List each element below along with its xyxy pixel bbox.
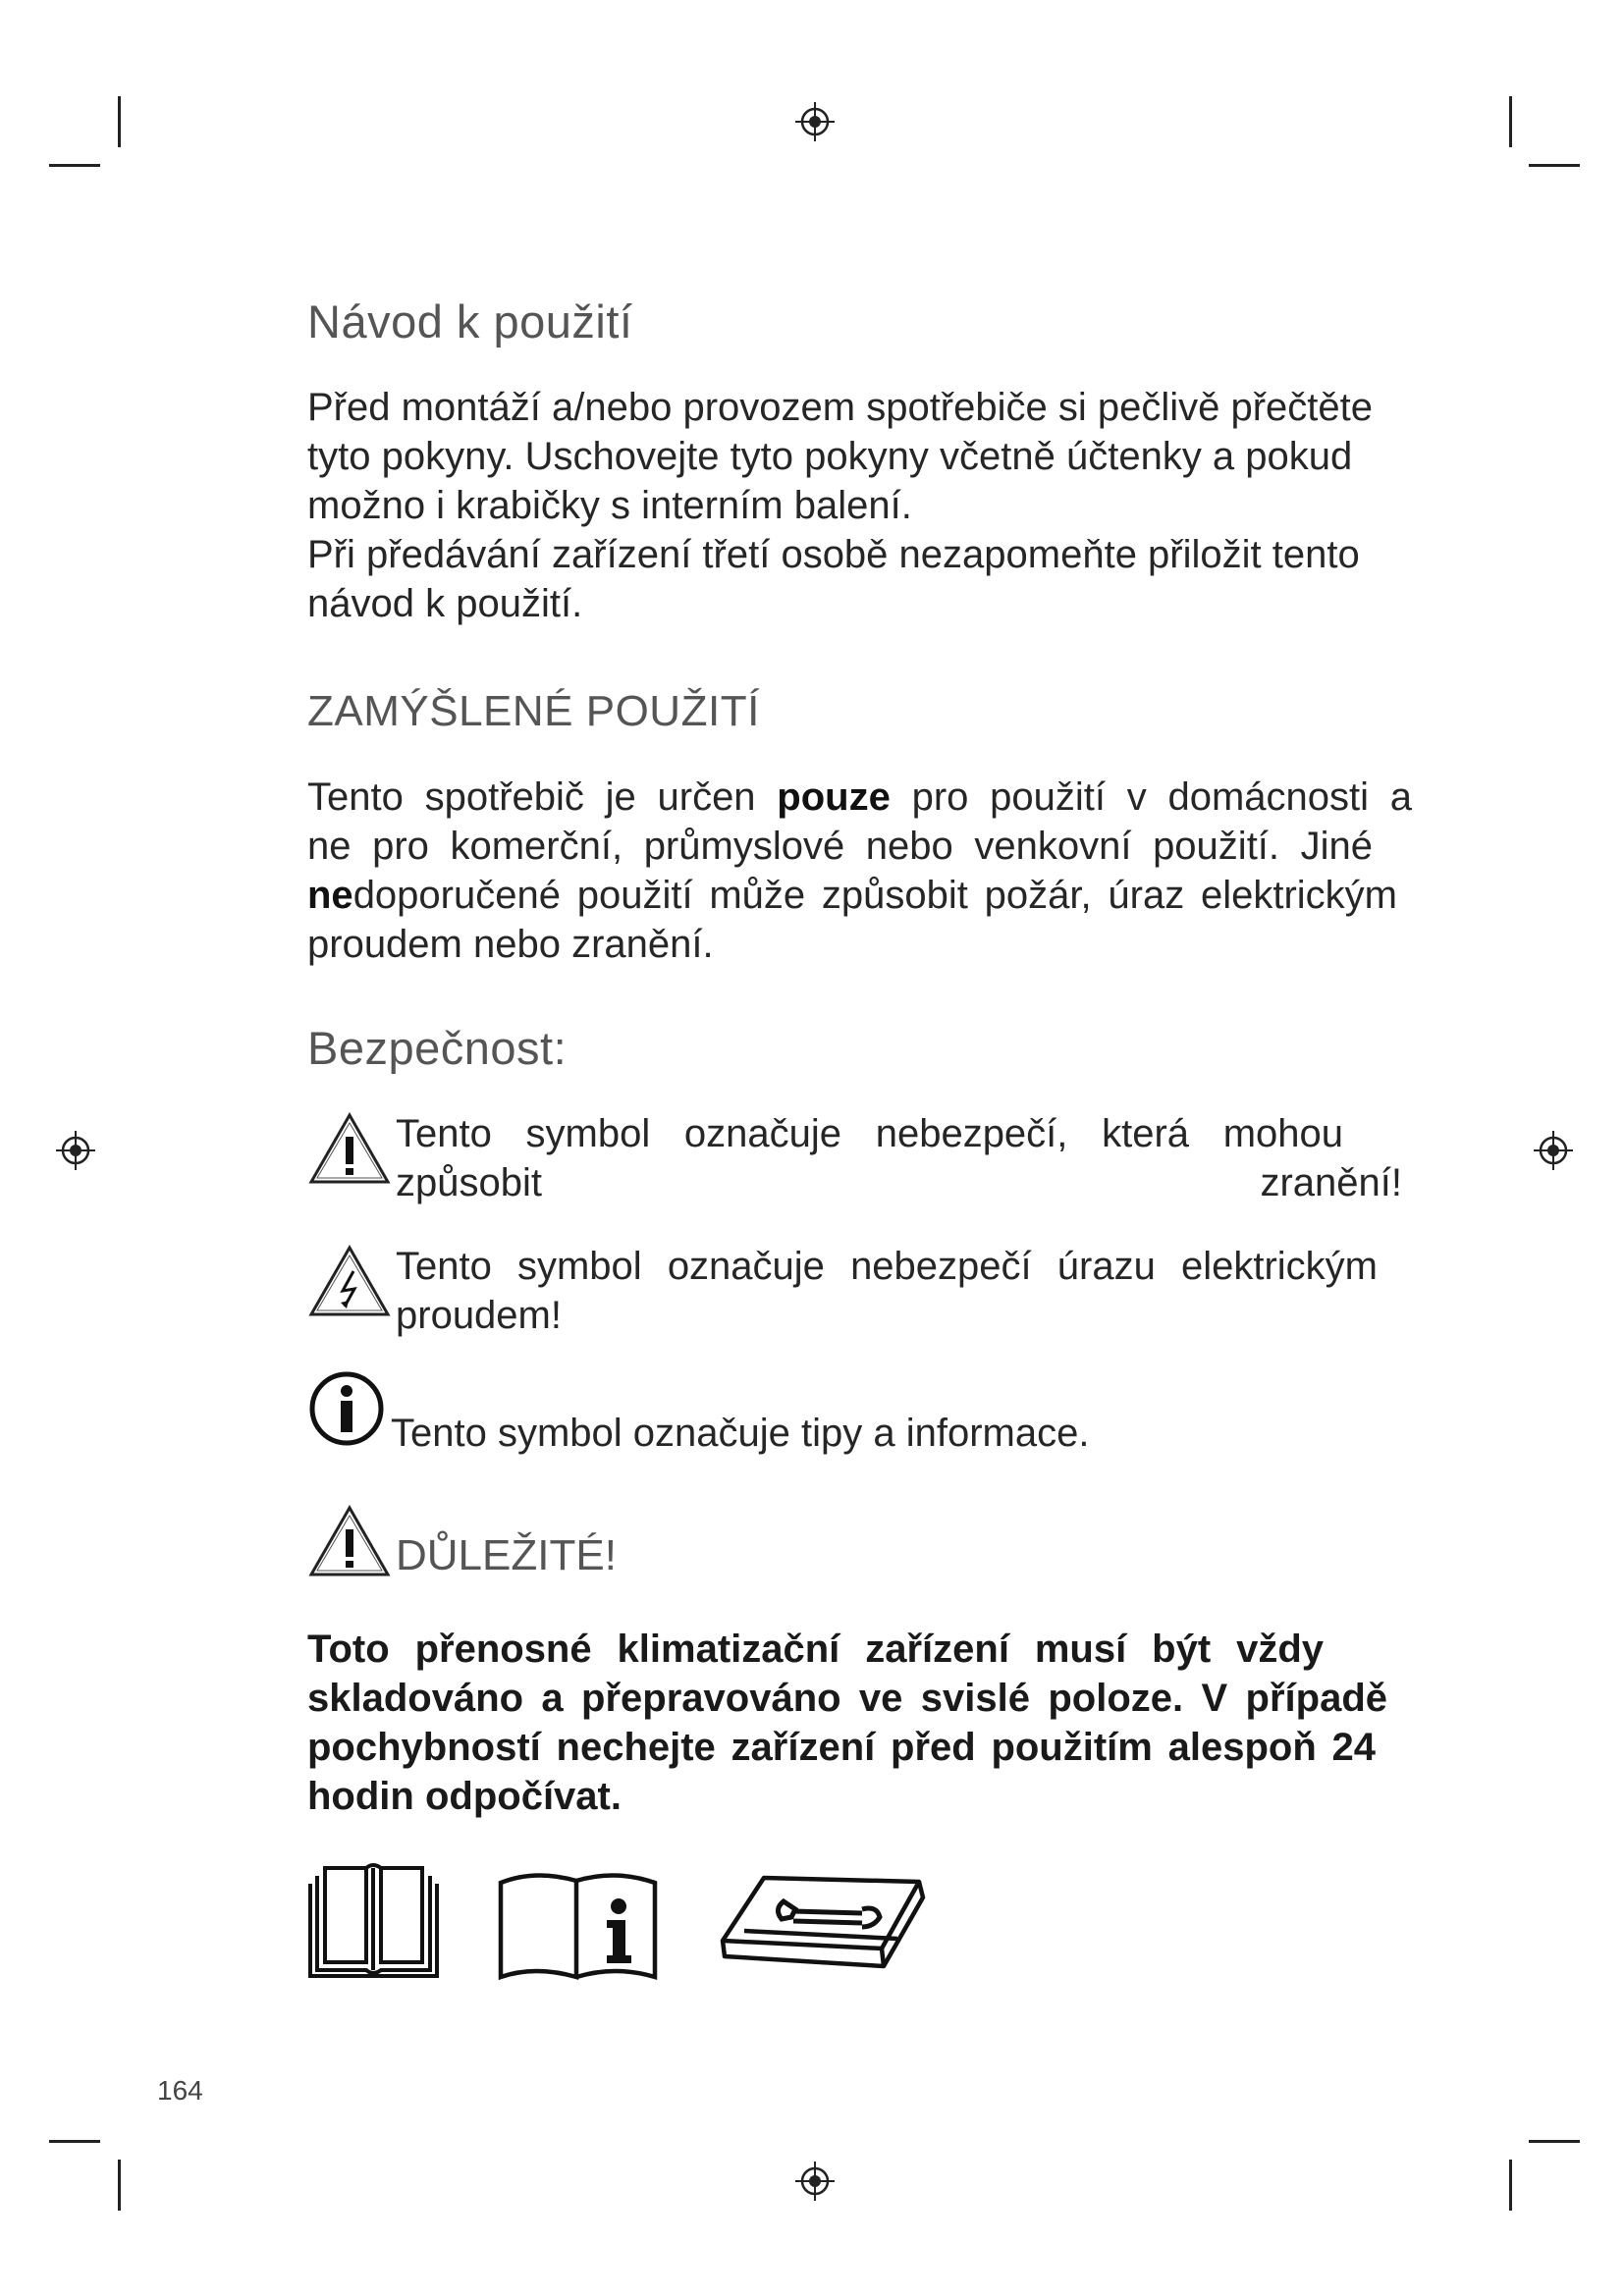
text-run: Tento spotřebič je určen — [307, 775, 778, 819]
symbol-text — [391, 1369, 1373, 1458]
emphasis-text: ne — [307, 874, 353, 917]
symbol-line: Tento symbol označuje tipy a informace. — [391, 1412, 1090, 1455]
important-paragraph — [307, 1625, 1387, 1821]
symbol-row-electric — [307, 1242, 1500, 1340]
intended-use-paragraph — [307, 773, 1412, 969]
important-row — [307, 1502, 617, 1585]
intro-paragraph — [307, 383, 1417, 628]
symbol-row-warning — [307, 1109, 1402, 1207]
crop-mark — [1509, 2160, 1512, 2211]
registration-mark-icon — [1532, 1129, 1575, 1172]
registration-mark-icon — [793, 100, 837, 143]
read-manual-icon — [307, 1860, 440, 1978]
important-line: skladováno a přepravováno ve svislé poloze. V případě — [307, 1677, 1387, 1720]
text-run: doporučené použití může způsobit požár, úraz elektrickým — [352, 874, 1397, 917]
text-run: pro použití v domácnosti a — [890, 775, 1412, 819]
intro-line: možno i krabičky s interním balení. — [307, 484, 912, 527]
warning-triangle-icon — [307, 1502, 396, 1585]
page-title: Návod k použití — [307, 295, 633, 347]
important-line: hodin odpočívat. — [307, 1775, 622, 1818]
crop-mark — [49, 164, 100, 167]
important-label: DŮLEŽITÉ! — [396, 1531, 617, 1579]
crop-mark — [1529, 164, 1580, 167]
symbol-text — [396, 1242, 1500, 1340]
intended-use-line — [307, 773, 1412, 822]
electric-hazard-icon — [307, 1242, 396, 1325]
symbol-text — [396, 1109, 1402, 1207]
intended-use-line: ne pro komerční, průmyslové nebo venkovní použití. Jiné — [307, 825, 1373, 868]
registration-mark-icon — [793, 2160, 837, 2203]
crop-mark — [118, 2160, 121, 2211]
crop-mark — [1509, 96, 1512, 147]
intro-line: Před montáží a/nebo provozem spotřebiče si pečlivě přečtěte — [307, 386, 1374, 429]
symbol-line: Tento symbol označuje nebezpečí, která mohou — [396, 1112, 1343, 1155]
emphasis-text: pouze — [777, 775, 891, 819]
page-number: 164 — [157, 2075, 203, 2106]
intro-line: tyto pokyny. Uschovejte tyto pokyny včetně účtenky a pokud — [307, 435, 1353, 478]
warning-triangle-icon — [307, 1109, 396, 1193]
crop-mark — [118, 96, 121, 147]
info-circle-icon — [307, 1369, 391, 1453]
symbol-line: Tento symbol označuje nebezpečí úrazu elektrickým — [396, 1245, 1378, 1288]
symbol-line: způsobit zranění! — [396, 1161, 1402, 1204]
intended-use-line: proudem nebo zranění. — [307, 923, 714, 966]
symbol-row-info — [307, 1369, 1373, 1458]
symbol-line: proudem! — [396, 1294, 562, 1337]
intro-line: návod k použití. — [307, 582, 583, 625]
safety-heading: Bezpečnost: — [307, 1022, 568, 1074]
manual-info-icon — [496, 1865, 663, 1983]
important-line: Toto přenosné klimatizační zařízení musí být vždy — [307, 1628, 1324, 1671]
intended-use-heading: ZAMÝŠLENÉ POUŽITÍ — [307, 687, 760, 735]
important-line: pochybností nechejte zařízení před použitím alespoň 24 — [307, 1726, 1376, 1769]
intended-use-line — [307, 871, 1397, 920]
crop-mark — [49, 2140, 100, 2143]
registration-mark-icon — [54, 1129, 97, 1172]
intro-line: Při předávání zařízení třetí osobě nezapomeňte přiložit tento — [307, 533, 1360, 576]
service-manual-wrench-icon — [715, 1870, 931, 1980]
crop-mark — [1529, 2140, 1580, 2143]
